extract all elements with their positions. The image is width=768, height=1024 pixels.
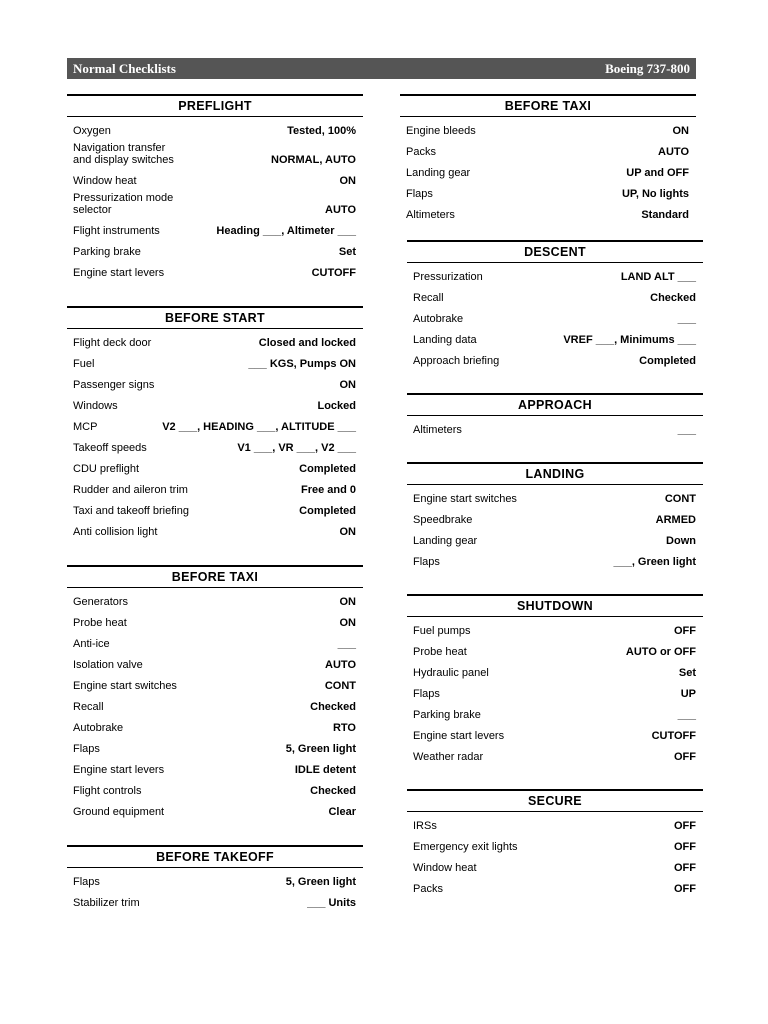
checklist-item: Packs xyxy=(413,883,443,895)
checklist-item: Recall xyxy=(73,701,104,713)
checklist-value: Completed xyxy=(299,505,356,517)
checklist-row xyxy=(407,308,703,329)
checklist-item: Taxi and takeoff briefing xyxy=(73,505,189,517)
checklist-row xyxy=(67,332,363,353)
checklist-value: ON xyxy=(339,596,356,608)
checklist-value: Locked xyxy=(317,400,356,412)
checklist-item: Window heat xyxy=(73,175,137,187)
right-column-top xyxy=(400,94,696,225)
checklist-row xyxy=(67,458,363,479)
checklist-row xyxy=(67,437,363,458)
checklist-row xyxy=(407,878,703,899)
header-aircraft: Boeing 737-800 xyxy=(605,60,690,76)
checklist-section-before-start xyxy=(67,306,363,542)
checklist-item: Hydraulic panel xyxy=(413,667,489,679)
checklist-value: Heading ___, Altimeter ___ xyxy=(216,225,356,237)
checklist-value: CUTOFF xyxy=(651,730,696,742)
checklist-item: Speedbrake xyxy=(413,514,473,526)
checklist-value: OFF xyxy=(674,883,696,895)
checklist-value: ON xyxy=(339,379,356,391)
checklist-row xyxy=(67,170,363,191)
checklist-item: Packs xyxy=(406,146,436,158)
checklist-row xyxy=(67,780,363,801)
checklist-row xyxy=(67,521,363,542)
checklist-row xyxy=(67,500,363,521)
checklist-item: Flaps xyxy=(73,743,100,755)
checklist-section-before-taxi xyxy=(67,565,363,822)
checklist-row xyxy=(67,220,363,241)
checklist-row xyxy=(407,329,703,350)
checklist-row xyxy=(407,857,703,878)
checklist-section-secure xyxy=(407,789,703,899)
checklist-value: Down xyxy=(666,535,696,547)
checklist-item: Engine start levers xyxy=(413,730,505,742)
checklist-value: Checked xyxy=(310,785,356,797)
checklist-item: Fuel xyxy=(73,358,95,370)
checklist-row xyxy=(407,836,703,857)
checklist-value: ___ xyxy=(337,638,356,650)
checklist-row xyxy=(400,141,696,162)
checklist-value: Completed xyxy=(639,355,696,367)
checklist-row xyxy=(67,120,363,141)
section-title: BEFORE TAXI xyxy=(400,94,696,117)
checklist-item: Pressurization xyxy=(413,271,483,283)
checklist-value: AUTO xyxy=(325,204,356,216)
checklist-item: Landing data xyxy=(413,334,477,346)
checklist-value: ON xyxy=(672,125,689,137)
checklist-item: Emergency exit lights xyxy=(413,841,518,853)
checklist-row xyxy=(67,759,363,780)
checklist-item: CDU preflight xyxy=(73,463,140,475)
section-title: LANDING xyxy=(407,462,703,485)
section-title: BEFORE TAXI xyxy=(67,565,363,588)
checklist-value: ARMED xyxy=(655,514,696,526)
checklist-item: Altimeters xyxy=(413,424,462,436)
checklist-item: Parking brake xyxy=(73,246,141,258)
checklist-row xyxy=(407,350,703,371)
section-title: BEFORE START xyxy=(67,306,363,329)
checklist-value: UP and OFF xyxy=(626,167,689,179)
checklist-row xyxy=(67,374,363,395)
header-title: Normal Checklists xyxy=(73,60,176,76)
checklist-item: Flaps xyxy=(413,556,440,568)
checklist-item: IRSs xyxy=(413,820,437,832)
checklist-item: Engine bleeds xyxy=(406,125,476,137)
checklist-value: 5, Green light xyxy=(285,743,356,755)
checklist-row xyxy=(407,530,703,551)
checklist-value: V2 ___, HEADING ___, ALTITUDE ___ xyxy=(162,421,356,433)
checklist-value: ___ KGS, Pumps ON xyxy=(248,358,356,370)
checklist-value: CUTOFF xyxy=(311,267,356,279)
checklist-value: Checked xyxy=(650,292,696,304)
checklist-section-before-takeoff xyxy=(67,845,363,913)
checklist-value: ___ xyxy=(677,313,696,325)
checklist-row xyxy=(67,654,363,675)
checklist-section-preflight xyxy=(67,94,363,283)
checklist-value: OFF xyxy=(674,862,696,874)
checklist-row xyxy=(407,704,703,725)
section-title: BEFORE TAKEOFF xyxy=(67,845,363,868)
checklist-value: ON xyxy=(339,617,356,629)
checklist-item: Oxygen xyxy=(73,125,111,137)
checklist-section-descent xyxy=(407,240,703,371)
checklist-row xyxy=(407,815,703,836)
checklist-value: OFF xyxy=(674,751,696,763)
checklist-row xyxy=(67,479,363,500)
checklist-row xyxy=(67,353,363,374)
checklist-item: Isolation valve xyxy=(73,659,143,671)
checklist-row xyxy=(407,746,703,767)
checklist-item: MCP xyxy=(73,421,98,433)
checklist-item: Weather radar xyxy=(413,751,484,763)
checklist-item: Flaps xyxy=(413,688,440,700)
checklist-item: Autobrake xyxy=(413,313,464,325)
checklist-item: Autobrake xyxy=(73,722,124,734)
checklist-value: NORMAL, AUTO xyxy=(271,154,356,166)
section-title: PREFLIGHT xyxy=(67,94,363,117)
checklist-item: Anti-ice xyxy=(73,638,110,650)
checklist-row xyxy=(67,738,363,759)
checklist-row xyxy=(67,801,363,822)
checklist-value: Completed xyxy=(299,463,356,475)
checklist-row xyxy=(407,287,703,308)
checklist-value: Tested, 100% xyxy=(287,125,356,137)
checklist-value: CONT xyxy=(324,680,356,692)
checklist-row xyxy=(67,191,363,220)
checklist-value: ___, Green light xyxy=(613,556,696,568)
checklist-row xyxy=(407,551,703,572)
checklist-row xyxy=(407,419,703,440)
checklist-value: UP xyxy=(680,688,696,700)
checklist-value: UP, No lights xyxy=(621,188,689,200)
checklist-item: Parking brake xyxy=(413,709,481,721)
checklist-item: Engine start switches xyxy=(413,493,517,505)
checklist-item: Landing gear xyxy=(413,535,478,547)
checklist-item: Windows xyxy=(73,400,118,412)
checklist-item: Approach briefing xyxy=(413,355,500,367)
checklist-item: Engine start levers xyxy=(73,267,165,279)
checklist-value: ON xyxy=(339,526,356,538)
checklist-row xyxy=(407,662,703,683)
checklist-item: Flight controls xyxy=(73,785,142,797)
checklist-row xyxy=(400,183,696,204)
checklist-row xyxy=(67,612,363,633)
page-header xyxy=(67,58,696,79)
checklist-row xyxy=(407,509,703,530)
section-title: DESCENT xyxy=(407,240,703,263)
checklist-item: Flight deck door xyxy=(73,337,152,349)
checklist-value: AUTO or OFF xyxy=(625,646,696,658)
checklist-row xyxy=(67,696,363,717)
section-title: APPROACH xyxy=(407,393,703,416)
checklist-value: Standard xyxy=(641,209,689,221)
checklist-row xyxy=(67,395,363,416)
checklist-item: Passenger signs xyxy=(73,379,155,391)
checklist-row xyxy=(400,204,696,225)
checklist-item: Rudder and aileron trim xyxy=(73,484,188,496)
checklist-row xyxy=(400,162,696,183)
checklist-value: RTO xyxy=(332,722,356,734)
checklist-value: ON xyxy=(339,175,356,187)
checklist-value: 5, Green light xyxy=(285,876,356,888)
checklist-item: Engine start levers xyxy=(73,764,165,776)
checklist-item: Probe heat xyxy=(73,617,127,629)
checklist-row xyxy=(407,641,703,662)
checklist-item: Recall xyxy=(413,292,444,304)
checklist-value: AUTO xyxy=(658,146,689,158)
checklist-item: Engine start switches xyxy=(73,680,177,692)
checklist-item: Landing gear xyxy=(406,167,471,179)
section-title: SECURE xyxy=(407,789,703,812)
checklist-row xyxy=(407,620,703,641)
checklist-row xyxy=(67,591,363,612)
checklist-value: V1 ___, VR ___, V2 ___ xyxy=(237,442,356,454)
checklist-value: LAND ALT ___ xyxy=(620,271,696,283)
checklist-value: OFF xyxy=(674,841,696,853)
checklist-item: Window heat xyxy=(413,862,477,874)
checklist-item: Altimeters xyxy=(406,209,455,221)
checklist-row xyxy=(67,141,363,170)
checklist-row xyxy=(67,416,363,437)
checklist-row xyxy=(67,871,363,892)
checklist-value: Set xyxy=(338,246,356,258)
checklist-item: Flaps xyxy=(406,188,433,200)
left-column xyxy=(67,94,363,913)
checklist-value: Checked xyxy=(310,701,356,713)
checklist-item: Stabilizer trim xyxy=(73,897,140,909)
checklist-value: ___ xyxy=(677,424,696,436)
checklist-item: Flight instruments xyxy=(73,225,160,237)
checklist-row xyxy=(400,120,696,141)
checklist-value: Clear xyxy=(328,806,356,818)
checklist-value: Free and 0 xyxy=(300,484,356,496)
checklist-row xyxy=(67,675,363,696)
checklist-item: Generators xyxy=(73,596,129,608)
checklist-value: OFF xyxy=(674,820,696,832)
checklist-item: Navigation transfer and display switches xyxy=(73,142,174,166)
checklist-item: Flaps xyxy=(73,876,100,888)
checklist-item: Anti collision light xyxy=(73,526,158,538)
checklist-value: AUTO xyxy=(325,659,356,671)
checklist-value: Set xyxy=(678,667,696,679)
section-title: SHUTDOWN xyxy=(407,594,703,617)
checklist-value: CONT xyxy=(664,493,696,505)
checklist-item: Ground equipment xyxy=(73,806,165,818)
checklist-row xyxy=(407,725,703,746)
checklist-section-before-taxi xyxy=(400,94,696,225)
checklist-row xyxy=(407,266,703,287)
right-column-bottom xyxy=(407,240,703,899)
checklist-row xyxy=(67,717,363,738)
checklist-section-shutdown xyxy=(407,594,703,767)
checklist-value: Closed and locked xyxy=(258,337,356,349)
checklist-row xyxy=(67,241,363,262)
checklist-value: VREF ___, Minimums ___ xyxy=(563,334,696,346)
checklist-item: Takeoff speeds xyxy=(73,442,147,454)
checklist-value: IDLE detent xyxy=(294,764,356,776)
checklist-row xyxy=(67,262,363,283)
checklist-item: Pressurization mode selector xyxy=(73,192,174,216)
checklist-item: Probe heat xyxy=(413,646,467,658)
checklist-section-approach xyxy=(407,393,703,440)
checklist-value: OFF xyxy=(674,625,696,637)
checklist-row xyxy=(67,892,363,913)
checklist-value: ___ xyxy=(677,709,696,721)
checklist-row xyxy=(407,683,703,704)
checklist-section-landing xyxy=(407,462,703,572)
checklist-item: Fuel pumps xyxy=(413,625,471,637)
checklist-row xyxy=(407,488,703,509)
checklist-row xyxy=(67,633,363,654)
checklist-value: ___ Units xyxy=(307,897,356,909)
